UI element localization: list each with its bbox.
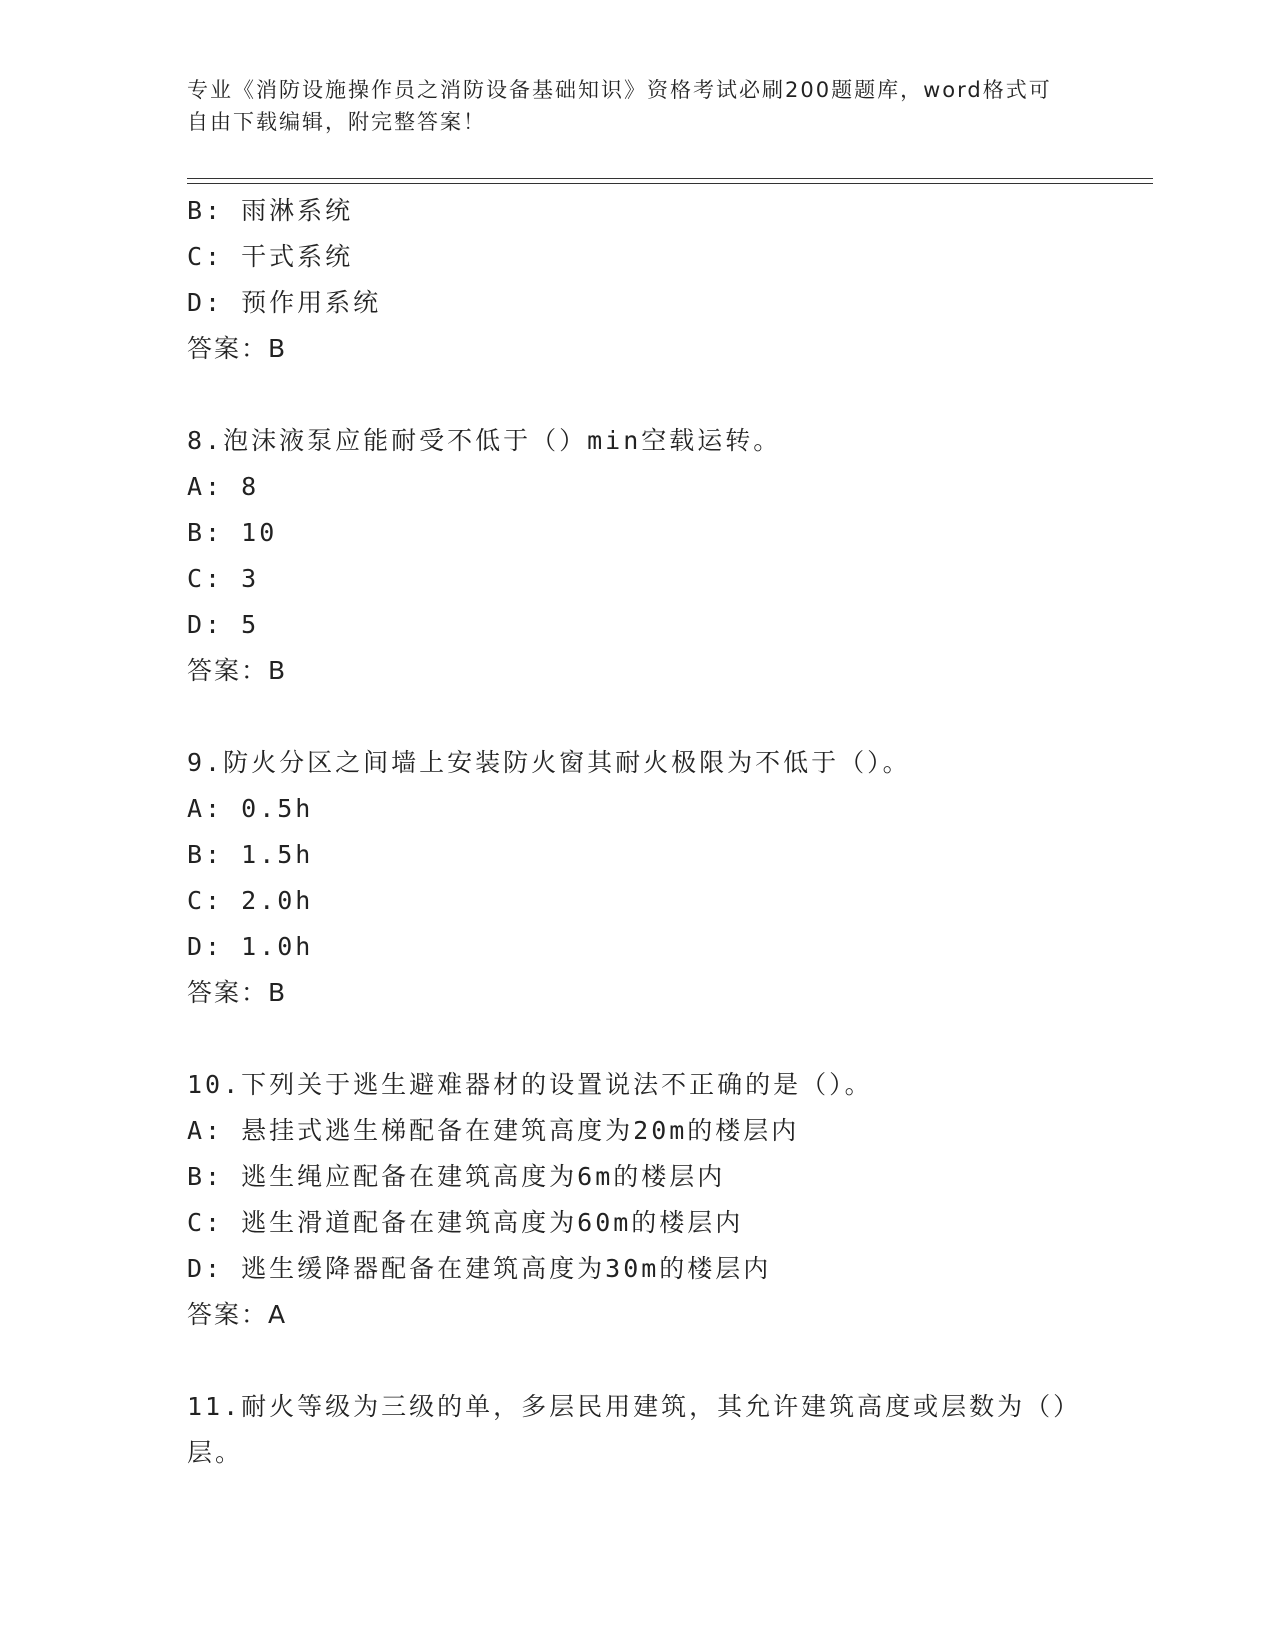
question-stem: 9.防火分区之间墙上安装防火窗其耐火极限为不低于（）。 — [187, 748, 911, 777]
option-c: C: 2.0h — [187, 886, 314, 915]
option-d: D: 1.0h — [187, 932, 314, 961]
answer-line: 答案：B — [187, 978, 288, 1007]
option-c: C: 干式系统 — [187, 242, 354, 271]
question-10 — [187, 1062, 1087, 1338]
question-stem: 10.下列关于逃生避难器材的设置说法不正确的是（）。 — [187, 1070, 873, 1099]
question-stem: 8.泡沫液泵应能耐受不低于（）min空载运转。 — [187, 426, 782, 455]
question-11 — [187, 1384, 1087, 1476]
question-8 — [187, 418, 1087, 694]
option-d: D: 预作用系统 — [187, 288, 382, 317]
option-b: B: 1.5h — [187, 840, 314, 869]
question-list — [187, 188, 1087, 1476]
spacer — [187, 1338, 1087, 1384]
answer-line: 答案：B — [187, 334, 288, 363]
answer-line: 答案：A — [187, 1300, 288, 1329]
option-c: C: 3 — [187, 564, 260, 593]
header-divider-bottom — [187, 183, 1153, 184]
option-b: B: 10 — [187, 518, 278, 547]
question-9 — [187, 740, 1087, 1016]
question-stem: 11.耐火等级为三级的单，多层民用建筑，其允许建筑高度或层数为（）层。 — [187, 1392, 1082, 1467]
spacer — [187, 1016, 1087, 1062]
option-b: B: 逃生绳应配备在建筑高度为6m的楼层内 — [187, 1162, 726, 1191]
option-d: D: 5 — [187, 610, 260, 639]
option-a: A: 8 — [187, 472, 260, 501]
spacer — [187, 372, 1087, 418]
question-7-tail — [187, 188, 1087, 372]
document-header: 专业《消防设施操作员之消防设备基础知识》资格考试必刷200题题库，word格式可自由下载编辑，附完整答案！ — [187, 78, 1052, 134]
option-b: B: 雨淋系统 — [187, 196, 354, 225]
option-d: D: 逃生缓降器配备在建筑高度为30m的楼层内 — [187, 1254, 772, 1283]
spacer — [187, 694, 1087, 740]
answer-line: 答案：B — [187, 656, 288, 685]
option-a: A: 悬挂式逃生梯配备在建筑高度为20m的楼层内 — [187, 1116, 800, 1145]
option-a: A: 0.5h — [187, 794, 314, 823]
option-c: C: 逃生滑道配备在建筑高度为60m的楼层内 — [187, 1208, 744, 1237]
header-divider-top — [187, 178, 1153, 179]
